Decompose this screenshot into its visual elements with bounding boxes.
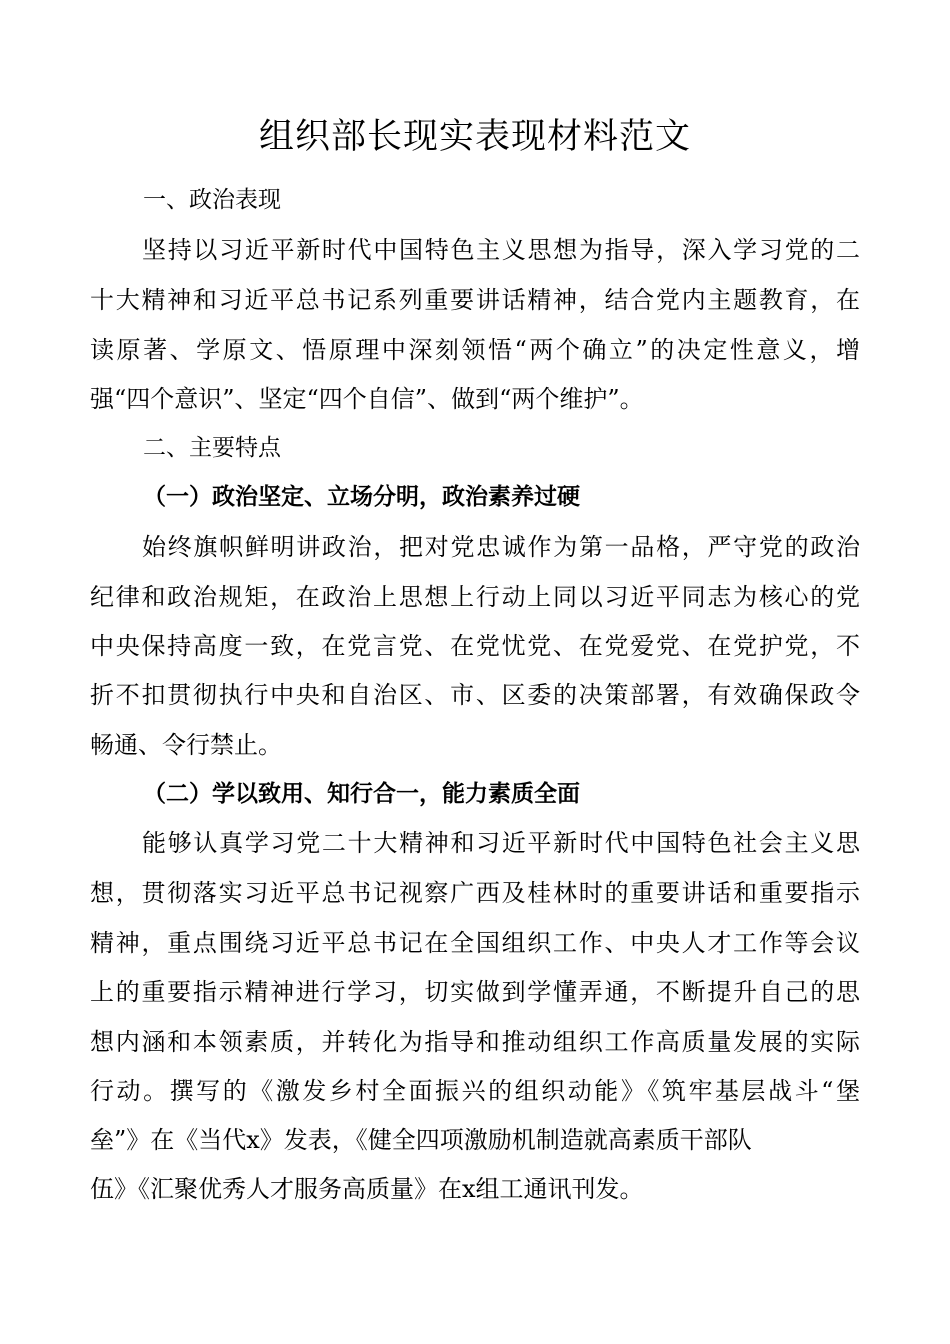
paragraph-line: 畅通、令行禁止。 <box>90 731 282 759</box>
paragraph-line: 纪律和政治规矩，在政治上思想上行动上同以习近平同志为核心的党 <box>90 583 860 611</box>
section-heading-main-features: 二、主要特点 <box>143 435 281 461</box>
paragraph-line: 想，贯彻落实习近平总书记视察广西及桂林时的重要讲话和重要指示 <box>90 879 860 907</box>
subsection-heading-political-firmness: （一）政治坚定、立场分明，政治素养过硬 <box>143 483 580 510</box>
paragraph-line: 行动。撰写的《激发乡村全面振兴的组织动能》《筑牢基层战斗“堡 <box>90 1077 860 1105</box>
paragraph-line: 十大精神和习近平总书记系列重要讲话精神，结合党内主题教育，在 <box>90 286 860 314</box>
paragraph-line: 想内涵和本领素质，并转化为指导和推动组织工作高质量发展的实际 <box>90 1028 860 1056</box>
paragraph-line: 折不扣贯彻执行中央和自治区、市、区委的决策部署，有效确保政令 <box>90 681 860 709</box>
paragraph-line: 读原著、学原文、悟原理中深刻领悟“两个确立”的决定性意义，增 <box>90 336 860 364</box>
paragraph-line: 能够认真学习党二十大精神和习近平新时代中国特色社会主义思 <box>142 829 860 857</box>
paragraph-line: 始终旗帜鲜明讲政治，把对党忠诚作为第一品格，严守党的政治 <box>142 533 860 561</box>
paragraph-line: 上的重要指示精神进行学习，切实做到学懂弄通，不断提升自己的思 <box>90 978 860 1006</box>
section-heading-political-performance: 一、政治表现 <box>143 187 281 213</box>
paragraph-line: 中央保持高度一致，在党言党、在党忧党、在党爱党、在党护党，不 <box>90 632 860 660</box>
paragraph-line: 垒”》在《当代x》发表，《健全四项激励机制造就高素质干部队 <box>90 1126 752 1154</box>
document-title: 组织部长现实表现材料范文 <box>258 117 691 157</box>
paragraph-line: 精神，重点围绕习近平总书记在全国组织工作、中央人才工作等会议 <box>90 929 860 957</box>
paragraph-line: 伍》《汇聚优秀人才服务高质量》在x组工通讯刊发。 <box>90 1175 644 1203</box>
paragraph-line: 强“四个意识”、坚定“四个自信”、做到“两个维护”。 <box>90 385 644 413</box>
paragraph-line: 坚持以习近平新时代中国特色主义思想为指导，深入学习党的二 <box>142 236 860 264</box>
subsection-heading-learning-application: （二）学以致用、知行合一，能力素质全面 <box>143 780 580 807</box>
